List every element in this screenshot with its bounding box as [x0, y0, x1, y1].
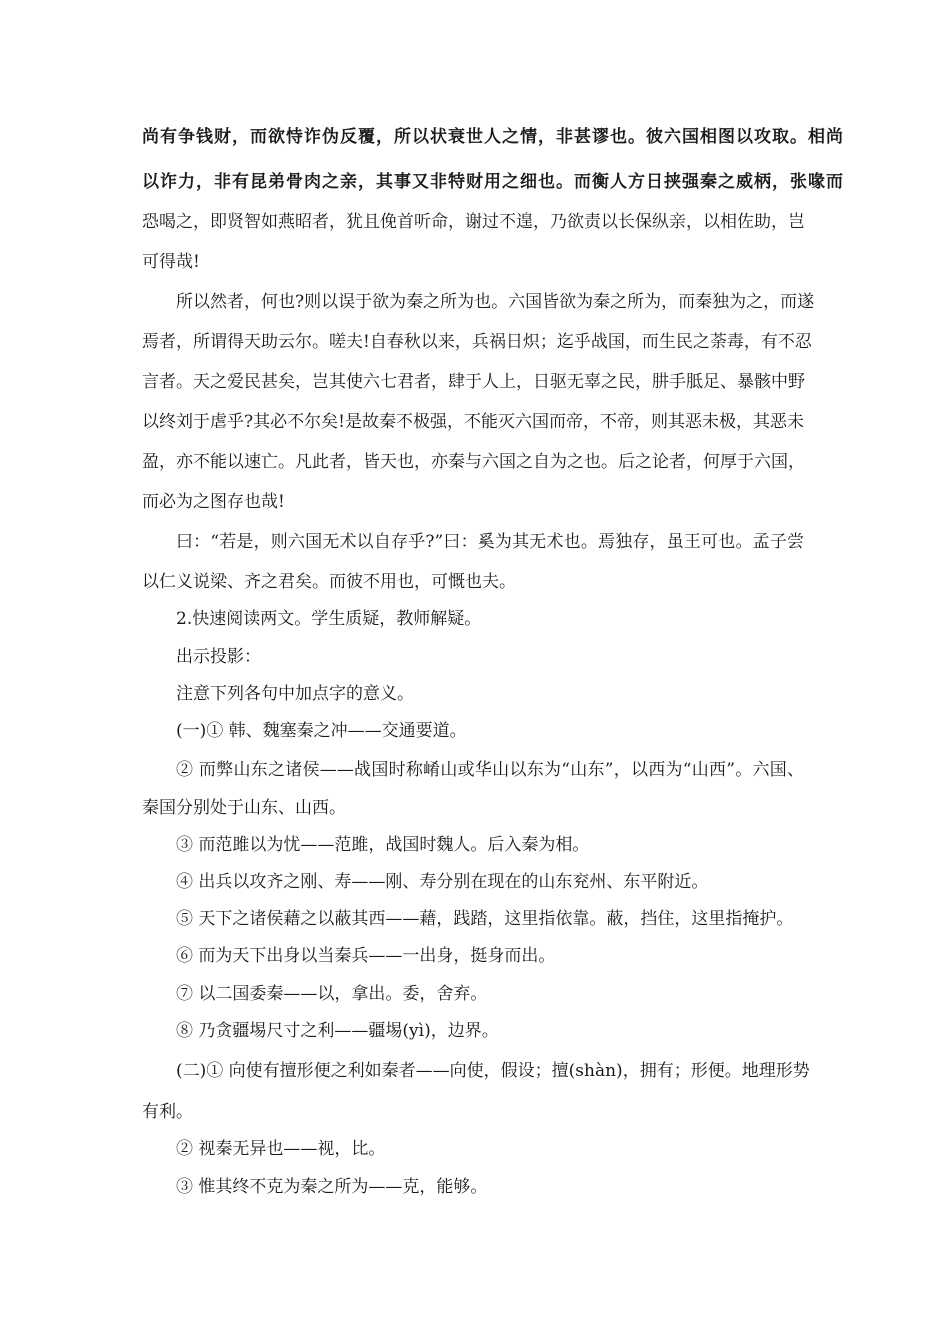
annotation-line: ④ 出兵以攻齐之刚、寿——刚、寿分别在现在的山东兖州、东平附近。 — [176, 872, 709, 892]
annotation-line: ② 而弊山东之诸侯——战国时称崤山或华山以东为“山东”，以西为“山西”。六国、 — [176, 760, 804, 780]
text-line: 盈，亦不能以速亡。凡此者，皆天也，亦秦与六国之自为之也。后之论者，何厚于六国， — [142, 452, 805, 472]
text-line: 而必为之图存也哉! — [142, 492, 285, 512]
text-line: 尚有争钱财，而欲恃诈伪反覆，所以状衰世人之情，非甚谬也。彼六国相图以攻取。相尚 — [142, 127, 844, 147]
text-line: 可得哉! — [142, 252, 200, 272]
text-line: 以仁义说梁、齐之君矣。而彼不用也，可慨也夫。 — [142, 572, 516, 592]
annotation-line: ② 视秦无异也——视，比。 — [176, 1139, 386, 1159]
annotation-line: ⑧ 乃贪疆埸尺寸之利——疆埸(yì)，边界。 — [176, 1021, 499, 1041]
annotation-line: ⑦ 以二国委秦——以，拿出。委，舍弃。 — [176, 984, 488, 1004]
text-line: 所以然者，何也?则以误于欲为秦之所为也。六国皆欲为秦之所为，而秦独为之，而遂 — [176, 292, 815, 312]
annotation-line: (一)① 韩、魏塞秦之冲——交通要道。 — [176, 721, 467, 741]
text-line: 言者。天之爱民甚矣，岂其使六七君者，肆于人上，日驱无辜之民，肼手胝足、暴骸中野 — [142, 372, 805, 392]
annotation-line: ③ 而范雎以为忧——范雎，战国时魏人。后入秦为相。 — [176, 835, 590, 855]
annotation-line: 有利。 — [142, 1102, 193, 1122]
text-line: 以诈力，非有昆弟骨肉之亲，其事又非特财用之细也。而衡人方日挟强秦之威柄，张喙而 — [142, 172, 844, 192]
text-line: 曰：“若是，则六国无术以自存乎?”曰：奚为其无术也。焉独存，虽王可也。孟子尝 — [176, 532, 804, 552]
section-heading: 2.快速阅读两文。学生质疑，教师解疑。 — [176, 609, 482, 629]
text-line: 出示投影： — [176, 647, 261, 667]
annotation-line: ⑥ 而为天下出身以当秦兵——一出身，挺身而出。 — [176, 946, 556, 966]
text-line: 注意下列各句中加点字的意义。 — [176, 684, 414, 704]
annotation-line: ⑤ 天下之诸侯藉之以蔽其西——藉，践踏，这里指依靠。蔽，挡住，这里指掩护。 — [176, 909, 794, 929]
text-line: 恐喝之，即贤智如燕昭者，犹且俛首听命，谢过不遑，乃欲责以长保纵亲，以相佐助，岂 — [142, 212, 805, 232]
annotation-line: 秦国分别处于山东、山西。 — [142, 798, 346, 818]
text-line: 以终刘于虐乎?其必不尔矣!是故秦不极强，不能灭六国而帝，不帝，则其恶未极，其恶未 — [142, 412, 804, 432]
annotation-line: ③ 惟其终不克为秦之所为——克，能够。 — [176, 1177, 488, 1197]
text-line: 焉者，所谓得天助云尔。嗟夫!自春秋以来，兵祸日炽；迄乎战国，而生民之荼毒，有不忍 — [142, 332, 812, 352]
annotation-line: (二)① 向使有擅形便之利如秦者——向使，假设；擅(shàn)，拥有；形便。地理形势 — [176, 1061, 810, 1081]
